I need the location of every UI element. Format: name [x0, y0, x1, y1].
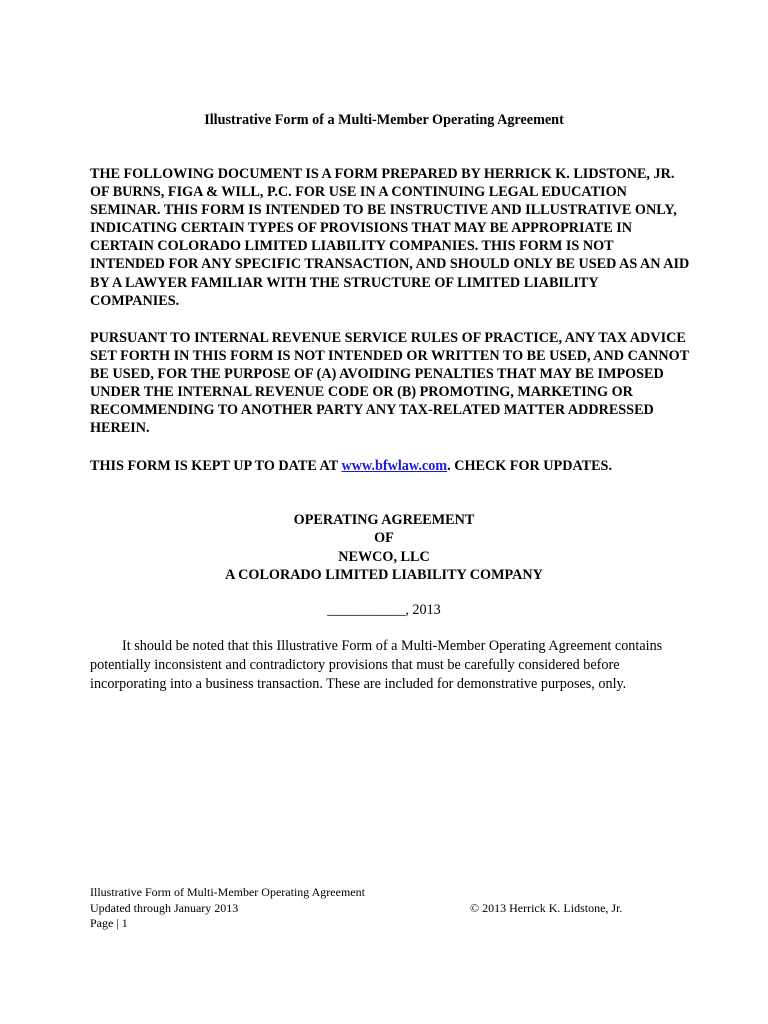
tax-advice-paragraph: PURSUANT TO INTERNAL REVENUE SERVICE RULES OF PRACTICE, ANY TAX ADVICE SET FORTH IN THIS FORM IS NOT INTENDED OR WRITTEN TO BE USED, AND CANNOT BE USED, FOR THE PURPOSE OF (A) AVOIDING PENALTIES THAT MAY BE IMPOSED UNDER THE INTERNAL REVENUE CODE OR (B) PROMOTING, MARKETING OR RECOMMENDING TO ANOTHER PARTY ANY TAX-RELATED MATTER ADDRESSED HEREIN. — [90, 330, 689, 437]
bfwlaw-link[interactable]: www.bfwlaw.com — [341, 458, 448, 474]
update-notice-suffix: . CHECK FOR UPDATES. — [447, 458, 612, 474]
agreement-heading-line-3: NEWCO, LLC — [338, 548, 430, 565]
agreement-date-line: ___________, 2013 — [327, 602, 441, 618]
update-notice — [90, 457, 690, 475]
disclaimer-paragraph: THE FOLLOWING DOCUMENT IS A FORM PREPARED BY HERRICK K. LIDSTONE, JR. OF BURNS, FIGA & WILL, P.C. FOR USE IN A CONTINUING LEGAL EDUCATION SEMINAR. THIS FORM IS INTENDED TO BE INSTRUCTIVE AND ILLUSTRATIVE ONLY, INDICATING CERTAIN TYPES OF PROVISIONS THAT MAY BE APPROPRIATE IN CERTAIN COLORADO LIMITED LIABILITY COMPANIES. THIS FORM IS NOT INTENDED FOR ANY SPECIFIC TRANSACTION, AND SHOULD ONLY BE USED AS AN AID BY A LAWYER FAMILIAR WITH THE STRUCTURE OF LIMITED LIABILITY COMPANIES. — [90, 166, 690, 309]
document-title: Illustrative Form of a Multi-Member Operating Agreement — [204, 112, 564, 128]
footer-updated-date: Updated through January 2013 — [90, 900, 239, 915]
footer-document-name: Illustrative Form of Multi-Member Operating Agreement — [90, 885, 365, 899]
update-notice-prefix: THIS FORM IS KEPT UP TO DATE AT — [90, 458, 342, 474]
tax-advice-section — [90, 329, 690, 438]
agreement-heading-line-1: OPERATING AGREEMENT — [293, 512, 475, 528]
footer-page-number: Page | 1 — [90, 916, 128, 931]
disclaimer-section — [90, 165, 690, 310]
agreement-heading — [0, 511, 768, 584]
agreement-heading-line-2: OF — [374, 530, 394, 547]
update-notice-paragraph — [90, 457, 690, 475]
footer-copyright: © 2013 Herrick K. Lidstone, Jr. — [470, 900, 623, 915]
agreement-heading-line-4: A COLORADO LIMITED LIABILITY COMPANY — [225, 566, 543, 583]
demonstrative-note-paragraph: It should be noted that this Illustrative Form of a Multi-Member Operating Agreement contains potentially inconsistent and contradictory provisions that must be carefully considered before incorporating into a business transaction. These are included for demonstrative purposes, only. — [90, 638, 663, 692]
page-footer-left — [90, 885, 365, 932]
